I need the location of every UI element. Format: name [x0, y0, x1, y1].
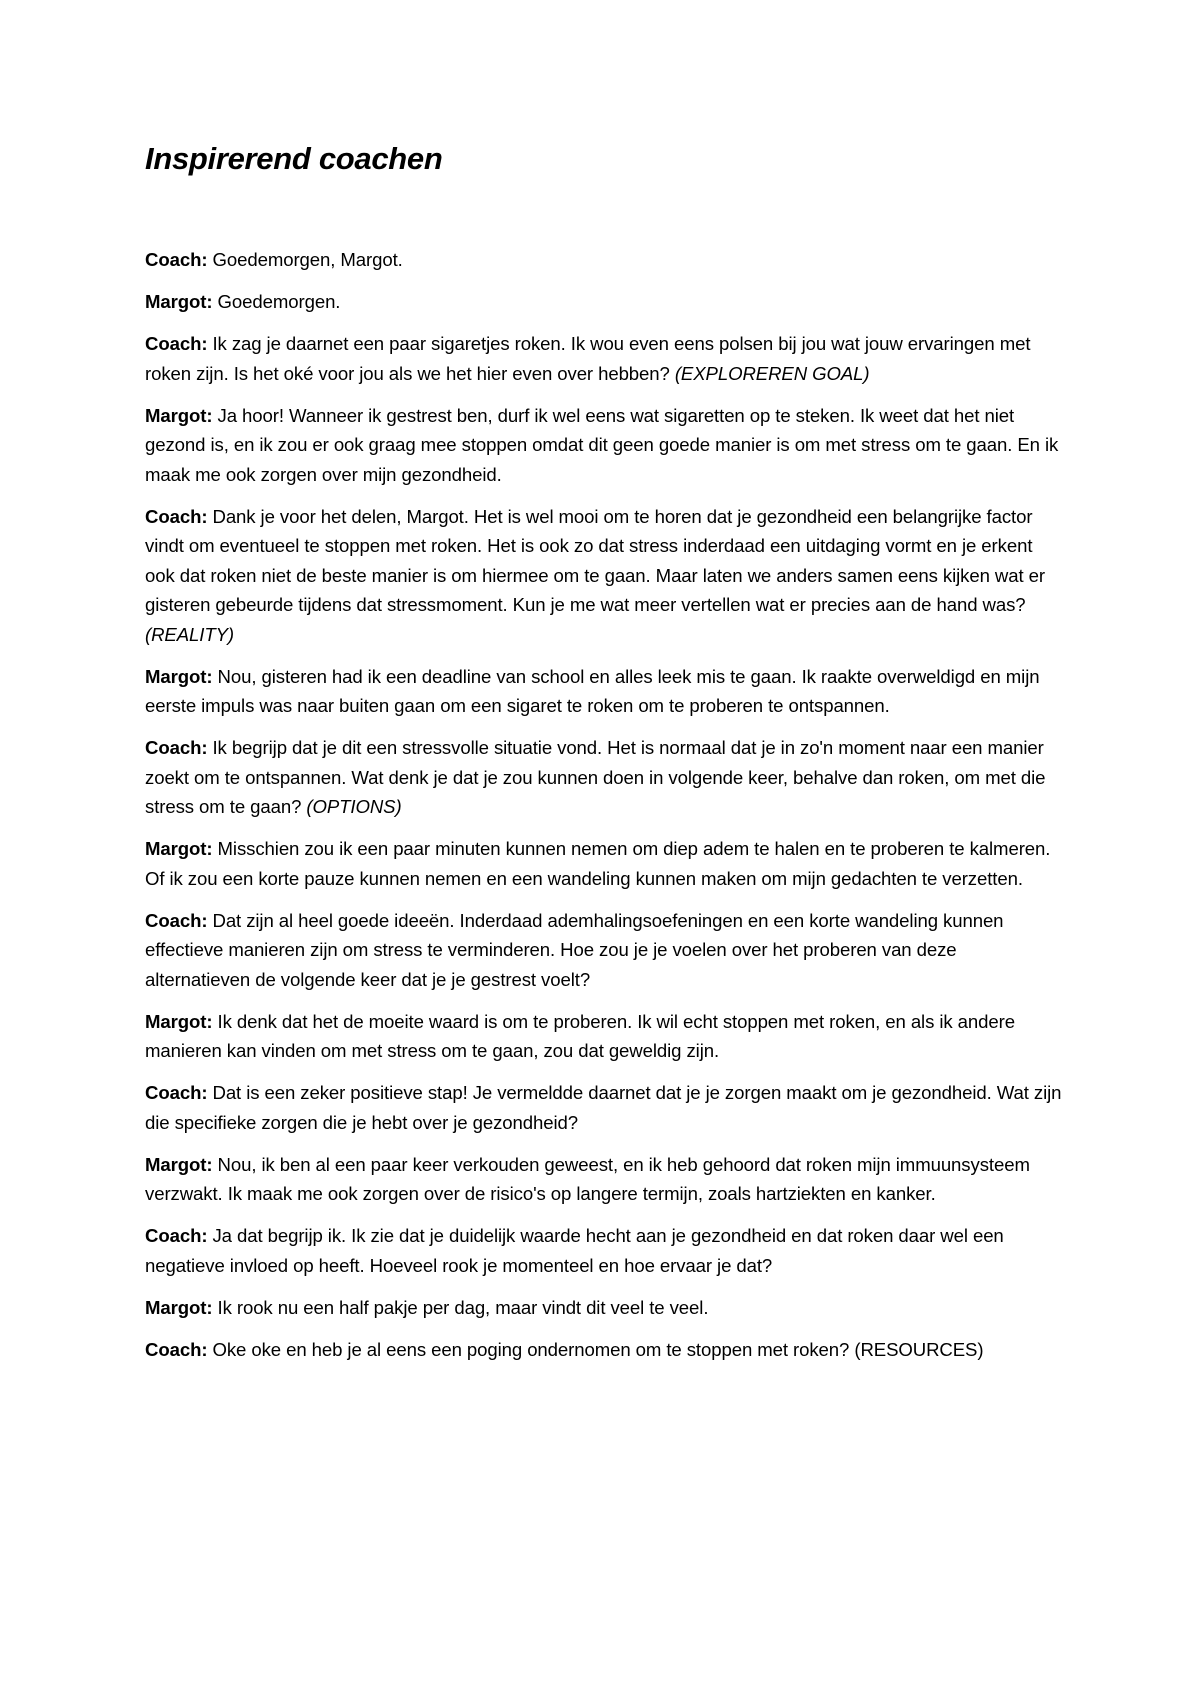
utterance-text: Dat is een zeker positieve stap! Je vermeldde daarnet dat je je zorgen maakt om je gezondheid. Wat zijn die specifieke zorgen die je hebt over je gezondheid?	[145, 1082, 1062, 1133]
speaker-label: Coach:	[145, 1082, 208, 1104]
speaker-label: Margot:	[145, 291, 213, 313]
document-page	[145, 140, 1065, 1377]
utterance-text: Oke oke en heb je al eens een poging ondernomen om te stoppen met roken?	[207, 1338, 855, 1360]
utterance-text: Misschien zou ik een paar minuten kunnen nemen om diep adem te halen en te proberen te kalmeren. Of ik zou een korte pauze kunnen nemen en een wandeling kunnen maken om mijn gedachten te verzetten.	[145, 838, 1051, 889]
utterance-text: Goedemorgen, Margot.	[207, 249, 403, 271]
grow-stage-tag: (EXPLOREREN GOAL)	[674, 362, 870, 384]
utterance-text: Ja hoor! Wanneer ik gestrest ben, durf ik wel eens wat sigaretten op te steken. Ik weet dat het niet gezond is, en ik zou er ook graag mee stoppen omdat dit geen goede manier is om met stress om te gaan. En ik maak me ook zorgen over mijn gezondheid.	[145, 404, 1059, 485]
dialogue-paragraph	[145, 834, 1065, 893]
dialogue-paragraph	[145, 1078, 1065, 1137]
dialogue-paragraph	[145, 733, 1065, 822]
utterance-text: Ik begrijp dat je dit een stressvolle situatie vond. Het is normaal dat je in zo'n moment naar een manier zoekt om te ontspannen. Wat denk je dat je zou kunnen doen in volgende keer, behalve dan roken, om met die stress om te gaan?	[145, 737, 1046, 818]
speaker-label: Coach:	[145, 909, 208, 931]
dialogue-paragraph	[145, 401, 1065, 490]
speaker-label: Margot:	[145, 404, 213, 426]
speaker-label: Margot:	[145, 1296, 213, 1318]
speaker-label: Margot:	[145, 838, 213, 860]
grow-stage-tag: (RESOURCES)	[854, 1338, 984, 1360]
dialogue-paragraph	[145, 1221, 1065, 1280]
dialogue-paragraph	[145, 1335, 1065, 1365]
dialogue-paragraph	[145, 1293, 1065, 1323]
speaker-label: Coach:	[145, 1338, 208, 1360]
utterance-text: Ik denk dat het de moeite waard is om te proberen. Ik wil echt stoppen met roken, en als ik andere manieren kan vinden om met stress om te gaan, zou dat geweldig zijn.	[145, 1010, 1015, 1062]
speaker-label: Coach:	[145, 737, 208, 759]
document-title: Inspirerend coachen	[145, 141, 443, 176]
grow-stage-tag: (OPTIONS)	[306, 796, 402, 818]
dialogue-paragraph	[145, 329, 1065, 388]
dialogue-paragraph	[145, 502, 1065, 650]
utterance-text: Ik rook nu een half pakje per dag, maar vindt dit veel te veel.	[212, 1296, 709, 1318]
speaker-label: Margot:	[145, 1010, 213, 1032]
utterance-text: Dat zijn al heel goede ideeën. Inderdaad ademhalingsoefeningen en een korte wandeling kunnen effectieve manieren zijn om stress te verminderen. Hoe zou je je voelen over het proberen van deze alternatieven de volgende keer dat je je gestrest voelt?	[145, 909, 1004, 990]
utterance-text: Nou, gisteren had ik een deadline van school en alles leek mis te gaan. Ik raakte overweldigd en mijn eerste impuls was naar buiten gaan om een sigaret te roken om te proberen te ontspannen.	[145, 665, 1040, 717]
grow-stage-tag: (REALITY)	[145, 623, 234, 645]
speaker-label: Coach:	[145, 1225, 208, 1247]
dialogue-paragraph	[145, 287, 1065, 317]
dialogue-paragraph	[145, 662, 1065, 721]
dialogue-paragraph	[145, 1150, 1065, 1209]
speaker-label: Margot:	[145, 665, 213, 687]
utterance-text: Ja dat begrijp ik. Ik zie dat je duidelijk waarde hecht aan je gezondheid en dat roken daar wel een negatieve invloed op heeft. Hoeveel rook je momenteel en hoe ervaar je dat?	[145, 1225, 1004, 1276]
utterance-text: Nou, ik ben al een paar keer verkouden geweest, en ik heb gehoord dat roken mijn immuunsysteem verzwakt. Ik maak me ook zorgen over de risico's op langere termijn, zoals hartziekten en kanker.	[145, 1153, 1030, 1205]
utterance-text: Goedemorgen.	[212, 291, 341, 313]
utterance-text: Dank je voor het delen, Margot. Het is wel mooi om te horen dat je gezondheid een belangrijke factor vindt om eventueel te stoppen met roken. Het is ook zo dat stress inderdaad een uitdaging vormt en je erkent ook dat roken niet de beste manier is om hiermee om te gaan. Maar laten we anders samen eens kijken wat er gisteren gebeurde tijdens dat stressmoment. Kun je me wat meer vertellen wat er precies aan de hand was?	[145, 505, 1045, 616]
speaker-label: Coach:	[145, 333, 208, 355]
utterance-text: Ik zag je daarnet een paar sigaretjes roken. Ik wou even eens polsen bij jou wat jouw ervaringen met roken zijn. Is het oké voor jou als we het hier even over hebben?	[145, 333, 1031, 384]
speaker-label: Margot:	[145, 1153, 213, 1175]
speaker-label: Coach:	[145, 505, 208, 527]
dialogue-paragraph	[145, 245, 1065, 275]
dialogue-paragraph	[145, 1007, 1065, 1066]
speaker-label: Coach:	[145, 249, 208, 271]
dialogue-paragraph	[145, 906, 1065, 995]
dialogue	[145, 245, 1065, 1364]
